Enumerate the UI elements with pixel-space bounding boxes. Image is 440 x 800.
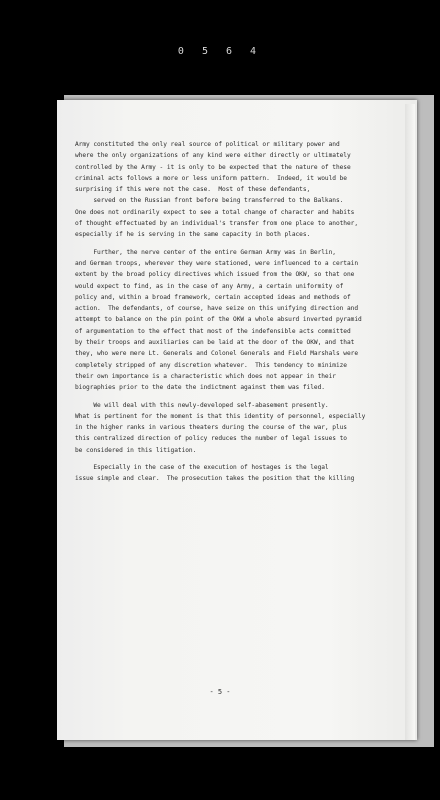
text-line: completely stripped of any discretion whatever. This tendency to minimize (75, 361, 347, 369)
text-line: be considered in this litigation. (75, 446, 197, 454)
page-edge (405, 104, 415, 740)
paragraph-1 (75, 139, 395, 241)
text-line: extent by the broad policy directives which issued from the OKW, so that one (75, 271, 355, 279)
text-line: Army constituted the only real source of political or military power and (75, 141, 340, 148)
text-line: this centralized direction of policy reduces the number of legal issues to (75, 435, 347, 443)
paragraph-3 (75, 400, 395, 456)
text-line: especially if he is serving in the same capacity in both places. (75, 231, 311, 239)
text-line: of argumentation to the effect that most of the indefensible acts committed (75, 327, 351, 335)
text-line: criminal acts follows a more or less uniform pattern. Indeed, it would be (75, 174, 347, 182)
text-line: attempt to balance on the pin point of the OKW a whole absurd inverted pyramid (75, 316, 362, 324)
text-line: We will deal with this newly-developed self-abasement presently. (75, 401, 329, 409)
text-line: where the only organizations of any kind were either directly or ultimately (75, 152, 351, 160)
text-line: Especially in the case of the execution of hostages is the legal (75, 464, 329, 472)
text-line: policy and, within a broad framework, certain accepted ideas and methods of (75, 293, 351, 301)
text-line: issue simple and clear. The prosecution takes the position that the killing (75, 475, 355, 483)
text-line: they, who were mere Lt. Generals and Colonel Generals and Field Marshals were (75, 350, 358, 358)
text-line: controlled by the Army - it is only to be expected that the nature of these (75, 163, 351, 171)
text-line: by their troops and auxiliaries can be laid at the door of the OKW, and that (75, 339, 355, 347)
text-line: biographies prior to the date the indictment against them was filed. (75, 384, 325, 392)
text-line: What is pertinent for the moment is that this identity of personnel, especially (75, 412, 366, 420)
text-line: in the higher ranks in various theaters during the course of the war, plus (75, 424, 347, 432)
text-line: of thought effectuated by an individual's transfer from one place to another, (75, 220, 358, 228)
text-line: Further, the nerve center of the entire German Army was in Berlin, (75, 248, 336, 256)
text-line: their own importance is a characteristic which does not appear in their (75, 372, 336, 380)
text-line: action. The defendants, of course, have seize on this unifying direction and (75, 305, 358, 313)
text-line: One does not ordinarily expect to see a total change of character and habits (75, 208, 355, 216)
text-line: surprising if this were not the case. Most of these defendants, (75, 186, 311, 194)
document-body (75, 139, 395, 485)
text-line: would expect to find, as in the case of any Army, a certain uniformity of (75, 282, 344, 290)
film-frame-number: 0 5 6 4 (177, 46, 263, 57)
paragraph-4 (75, 462, 395, 485)
text-line: served on the Russian front before being transferred to the Balkans. (75, 197, 344, 205)
text-line: and German troops, wherever they were stationed, were influenced to a certain (75, 259, 358, 267)
paragraph-2 (75, 247, 395, 394)
page-number: - 5 - (209, 688, 231, 696)
